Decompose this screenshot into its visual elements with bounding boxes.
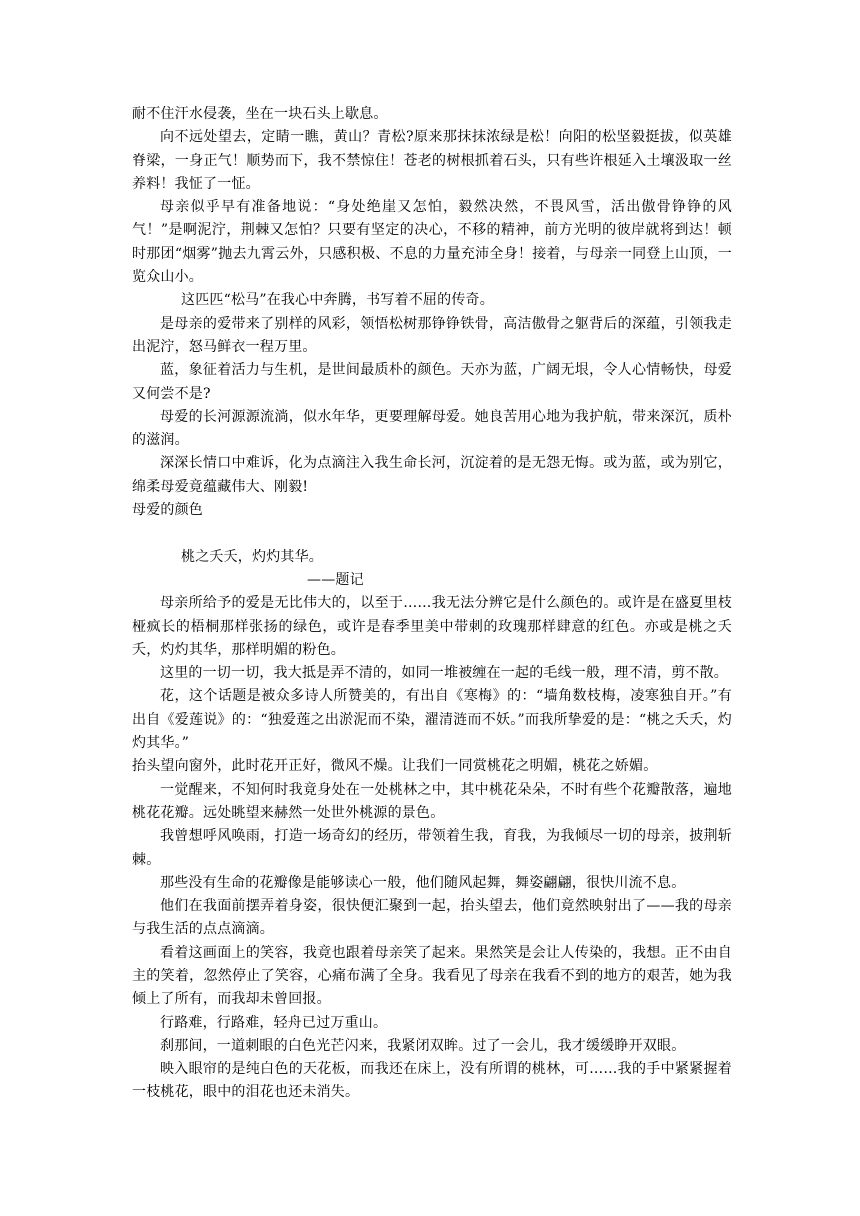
essay1-paragraph-8: 深深长情口中难诉，化为点滴注入我生命长河，沉淀着的是无怨无悔。或为蓝，或为别它，绵柔母爱竟蕴藏伟大、刚毅! bbox=[132, 455, 732, 495]
essay2-paragraph-10: 行路难，行路难，轻舟已过万重山。 bbox=[160, 1014, 388, 1031]
essay1-paragraph-7: 母爱的长河源源流淌，似水年华，更要理解母爱。她良苦用心地为我护航，带来深沉，质朴的滋润。 bbox=[132, 408, 732, 449]
essay1-paragraph-5: 是母亲的爱带来了别样的风彩，领悟松树那铮铮铁骨，高洁傲骨之躯背后的深蕴，引领我走出泥泞，怒马鲜衣一程万里。 bbox=[132, 315, 732, 355]
essay2-epigraph: 桃之夭夭，灼灼其华。 bbox=[181, 548, 323, 565]
essay2-paragraph-12: 映入眼帘的是纯白色的天花板，而我还在床上，没有所谓的桃林，可……我的手中紧紧握着一枝桃花，眼中的泪花也还未消失。 bbox=[132, 1061, 732, 1101]
essay1-paragraph-3: 母亲似乎早有准备地说：“身处绝崖又怎怕，毅然决然，不畏风雪，活出傲骨铮铮的风气！”是啊泥泞，荆棘又怎怕？只要有坚定的决心，不移的精神，前方光明的彼岸就将到达！顿时那团“烟雾”抛去九霄云外，只感积极、不息的力量充沛全身！接着，与母亲一同登上山顶，一览众山小。 bbox=[132, 199, 732, 286]
essay2-paragraph-8: 他们在我面前摆弄着身姿，很快便汇聚到一起，抬头望去，他们竟然映射出了——我的母亲与我生活的点点滴滴。 bbox=[132, 898, 732, 938]
essay2-paragraph-3: 花，这个话题是被众多诗人所赞美的，有出自《寒梅》的：“墙角数枝梅，凌寒独自开。”有出自《爱莲说》的：“独爱莲之出淤泥而不染，濯清涟而不妖。”而我所挚爱的是：“桃之夭夭，灼灼其华。” bbox=[132, 688, 732, 752]
document-page bbox=[132, 103, 732, 1105]
essay2-paragraph-2: 这里的一切一切，我大抵是弄不清的，如同一堆被缠在一起的毛线一般，理不清，剪不散。 bbox=[160, 665, 728, 682]
essay2-title: 母爱的颜色 bbox=[132, 502, 203, 519]
essay2-paragraph-5: 一觉醒来，不知何时我竟身处在一处桃林之中，其中桃花朵朵，不时有些个花瓣散落，遍地桃花花瓣。远处眺望来赫然一处世外桃源的景色。 bbox=[132, 781, 732, 821]
blank-line bbox=[132, 522, 732, 545]
essay2-paragraph-6: 我曾想呼风唤雨，打造一场奇幻的经历，带领着生我，育我，为我倾尽一切的母亲，披荆斩棘。 bbox=[132, 828, 732, 868]
essay2-paragraph-11: 刹那间，一道刺眼的白色光芒闪来，我紧闭双眸。过了一会儿，我才缓缓睁开双眼。 bbox=[160, 1037, 686, 1054]
essay2-paragraph-7: 那些没有生命的花瓣像是能够读心一般，他们随风起舞，舞姿翩翩，很快川流不息。 bbox=[160, 874, 686, 891]
essay1-paragraph-4: 这匹匹“松马”在我心中奔腾，书写着不屈的传奇。 bbox=[181, 292, 494, 309]
essay2-paragraph-4: 抬头望向窗外，此时花开正好，微风不燥。让我们一同赏桃花之明媚，桃花之娇媚。 bbox=[132, 758, 658, 775]
essay1-paragraph-2: 向不远处望去，定睛一瞧，黄山？青松?原来那抹抹浓绿是松！向阳的松坚毅挺拔，似英雄脊梁，一身正气！顺势而下，我不禁惊住！苍老的树根抓着石头，只有些许根延入土壤汲取一丝养料！我怔了一怔。 bbox=[132, 129, 732, 192]
essay1-paragraph-1: 耐不住汗水侵袭，坐在一块石头上歇息。 bbox=[132, 106, 388, 122]
essay2-epigraph-sign: ——题记 bbox=[307, 571, 364, 588]
essay1-paragraph-6: 蓝，象征着活力与生机，是世间最质朴的颜色。天亦为蓝，广阔无垠，令人心情畅快，母爱又何尝不是? bbox=[132, 362, 732, 402]
essay2-paragraph-9: 看着这画面上的笑容，我竟也跟着母亲笑了起来。果然笑是会让人传染的，我想。正不由自主的笑着，忽然停止了笑容，心痛布满了全身。我看见了母亲在我看不到的地方的艰苦，她为我倾上了所有，而我却未曾回报。 bbox=[132, 944, 732, 1008]
essay2-paragraph-1: 母亲所给予的爱是无比伟大的，以至于……我无法分辨它是什么颜色的。或许是在盛夏里枝桠疯长的梧桐那样张扬的绿色，或许是春季里美中带刺的玫瑰那样肆意的红色。亦或是桃之夭夭，灼灼其华，那样明媚的粉色。 bbox=[132, 595, 732, 658]
